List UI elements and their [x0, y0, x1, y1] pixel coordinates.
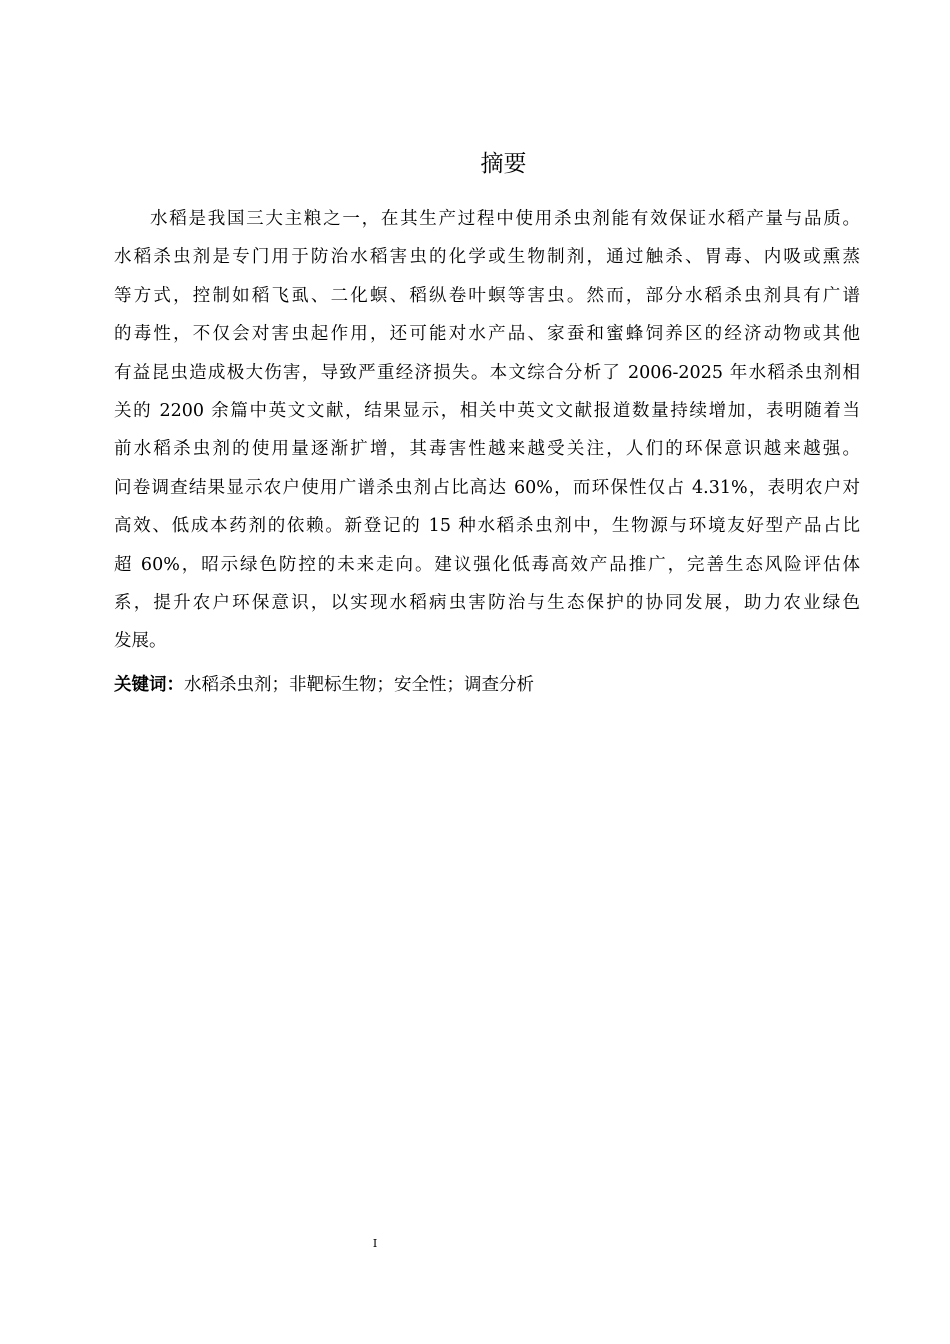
abstract-line: 超 60%，昭示绿色防控的未来走向。建议强化低毒高效产品推广，完善生态风险评估体 — [114, 554, 860, 575]
abstract-line: 有益昆虫造成极大伤害，导致严重经济损失。本文综合分析了 2006-2025 年水稻杀虫剂相 — [114, 362, 860, 383]
abstract-line: 问卷调查结果显示农户使用广谱杀虫剂占比高达 60%，而环保性仅占 4.31%，表明农户对 — [114, 477, 860, 498]
abstract-line: 等方式，控制如稻飞虱、二化螟、稻纵卷叶螟等害虫。然而，部分水稻杀虫剂具有广谱 — [114, 285, 860, 306]
abstract-line: 的毒性，不仅会对害虫起作用，还可能对水产品、家蚕和蜜蜂饲养区的经济动物或其他 — [114, 324, 860, 345]
abstract-line: 前水稻杀虫剂的使用量逐渐扩增，其毒害性越来越受关注，人们的环保意识越来越强。 — [114, 439, 860, 460]
abstract-line: 系，提升农户环保意识，以实现水稻病虫害防治与生态保护的协同发展，助力农业绿色 — [114, 592, 860, 613]
abstract-body — [114, 200, 860, 661]
abstract-line: 关的 2200 余篇中英文文献，结果显示，相关中英文文献报道数量持续增加，表明随着当 — [114, 400, 860, 421]
abstract-line: 发展。 — [114, 631, 167, 652]
keywords-line — [114, 666, 860, 704]
abstract-line: 水稻是我国三大主粮之一，在其生产过程中使用杀虫剂能有效保证水稻产量与品质。 — [150, 209, 860, 229]
abstract-line: 水稻杀虫剂是专门用于防治水稻害虫的化学或生物制剂，通过触杀、胃毒、内吸或熏蒸 — [114, 247, 860, 268]
keywords-text: 水稻杀虫剂；非靶标生物；安全性；调查分析 — [184, 675, 534, 695]
page-number: I — [372, 1237, 378, 1250]
abstract-title: 摘要 — [480, 151, 527, 177]
keywords-label: 关键词： — [114, 675, 184, 695]
abstract-line: 高效、低成本药剂的依赖。新登记的 15 种水稻杀虫剂中，生物源与环境友好型产品占比 — [114, 516, 860, 537]
